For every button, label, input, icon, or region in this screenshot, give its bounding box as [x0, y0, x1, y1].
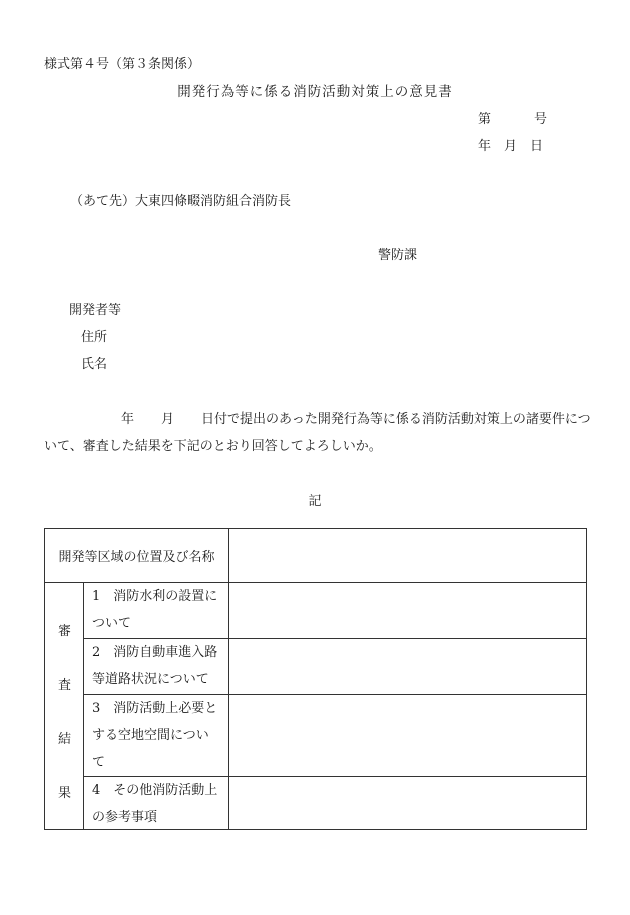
- date-month: 月: [504, 139, 518, 154]
- number-prefix: 第: [478, 112, 492, 127]
- review-item-3: [84, 695, 229, 777]
- side-char: 査: [57, 678, 71, 693]
- location-label-cell: [45, 529, 229, 583]
- review-item-3-value: [229, 695, 586, 777]
- review-item-line: 3 消防活動上必要と: [92, 701, 218, 716]
- date-year: 年: [478, 139, 492, 154]
- side-char: 結: [57, 732, 71, 747]
- document-date-line: [478, 140, 543, 153]
- side-char: 果: [57, 786, 71, 801]
- document-title: 開発行為等に係る消防活動対策上の意見書: [177, 84, 453, 100]
- developer-label: 開発者等: [69, 303, 122, 318]
- review-item-2-value: [229, 639, 586, 695]
- review-item-line: ついて: [92, 616, 132, 631]
- review-item-1: [84, 583, 229, 639]
- ki-heading: 記: [308, 494, 322, 509]
- document-number-line: [478, 113, 547, 126]
- side-char: 審: [57, 624, 71, 639]
- review-item-line: する空地空間につい: [92, 728, 209, 743]
- review-table: [44, 528, 587, 830]
- number-suffix: 号: [534, 112, 548, 127]
- review-result-side-cell: [45, 583, 84, 829]
- body-year: 年: [121, 412, 135, 427]
- addressee: （あて先）大東四條畷消防組合消防長: [70, 194, 292, 209]
- review-item-line: の参考事項: [92, 810, 158, 825]
- location-label: 開発等区域の位置及び名称: [58, 550, 215, 565]
- review-item-2: [84, 639, 229, 695]
- review-item-4: [84, 777, 229, 829]
- review-item-line: て: [92, 755, 106, 770]
- review-item-line: 4 その他消防活動上: [92, 783, 218, 798]
- date-day: 日: [530, 139, 544, 154]
- form-number: 様式第４号（第３条関係）: [44, 57, 201, 72]
- review-item-line: 等道路状況について: [92, 672, 209, 687]
- review-item-1-value: [229, 583, 586, 639]
- body-month: 月: [161, 412, 175, 427]
- name-label: 氏名: [81, 357, 108, 372]
- body-line-1: [44, 413, 596, 426]
- review-item-line: 2 消防自動車進入路: [92, 645, 218, 660]
- review-item-line: 1 消防水利の設置に: [92, 589, 218, 604]
- department: 警防課: [378, 248, 418, 263]
- review-item-4-value: [229, 777, 586, 829]
- location-value-cell: [229, 529, 586, 583]
- body-line-1-text: 日付で提出のあった開発行為等に係る消防活動対策上の諸要件につ: [201, 412, 591, 427]
- body-line-2: いて、審査した結果を下記のとおり回答してよろしいか。: [44, 439, 382, 454]
- address-label: 住所: [81, 330, 108, 345]
